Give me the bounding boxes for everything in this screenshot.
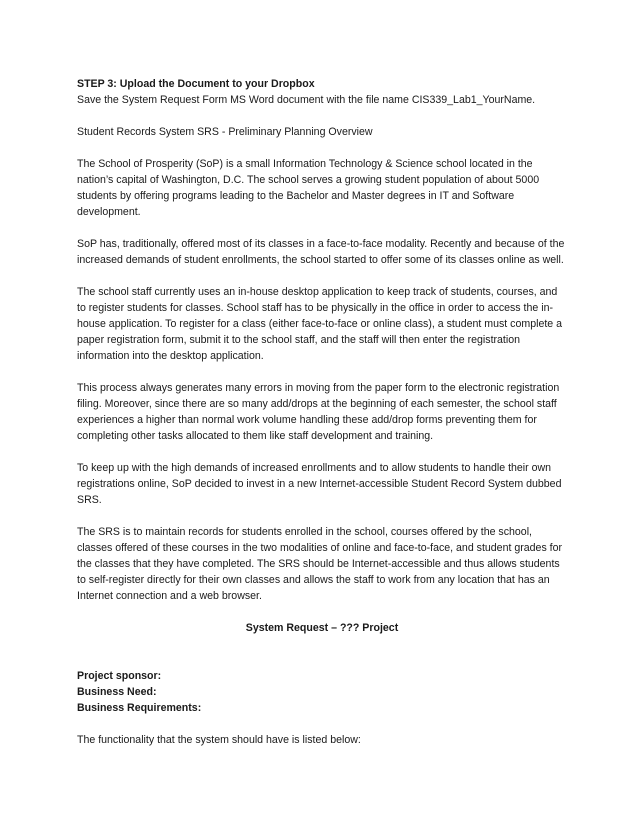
paragraph-srs-scope: The SRS is to maintain records for students enrolled in the school, courses offered by the school, classes offered of these courses in the two modalities of online and face-to-face, and student grades for the classes that they have completed. The SRS should be Internet-accessible and thus allows students to self-register directly for their own classes and allows the staff to work from any location that has an Internet connection and a web browser. [77, 526, 563, 602]
system-request-title: System Request – ??? Project [245, 622, 399, 634]
paragraph-current-process: The school staff currently uses an in-house desktop application to keep track of students, courses, and to register students for classes. School staff has to be physically in the office in order to access the in-house application. To register for a class (either face-to-face or online class), a student must complete a paper registration form, submit it to the school staff, and the staff will then enter the registration information into the desktop application. [77, 286, 563, 362]
business-need-label: Business Need: [77, 686, 157, 698]
functionality-intro: The functionality that the system should have is listed below: [77, 734, 361, 746]
step-instruction: Save the System Request Form MS Word document with the file name CIS339_Lab1_YourName. [77, 94, 536, 106]
paragraph-intro: The School of Prosperity (SoP) is a small Information Technology & Science school located in the nation’s capital of Washington, D.C. The school serves a growing student population of about 5000 students by offering programs leading to the Bachelor and Master degrees in IT and Software development. [77, 158, 540, 218]
project-sponsor-label: Project sponsor: [77, 670, 162, 682]
step-heading: STEP 3: Upload the Document to your Dropbox [77, 78, 315, 90]
document-page [77, 76, 567, 748]
business-requirements-label: Business Requirements: [77, 702, 202, 714]
request-fields [77, 668, 567, 716]
overview-title: Student Records System SRS - Preliminary Planning Overview [77, 126, 373, 138]
paragraph-decision: To keep up with the high demands of increased enrollments and to allow students to handle their own registrations online, SoP decided to invest in a new Internet-accessible Student Record System dubbed SRS. [77, 462, 562, 506]
paragraph-modality: SoP has, traditionally, offered most of its classes in a face-to-face modality. Recently and because of the increased demands of student enrollments, the school started to offer some of its classes online as well. [77, 238, 565, 266]
paragraph-errors: This process always generates many errors in moving from the paper form to the electronic registration filing. Moreover, since there are so many add/drops at the beginning of each semester, the school staff experiences a higher than normal work volume handling these add/drop forms preventing them for completing other tasks allocated to them like staff development and training. [77, 382, 560, 442]
